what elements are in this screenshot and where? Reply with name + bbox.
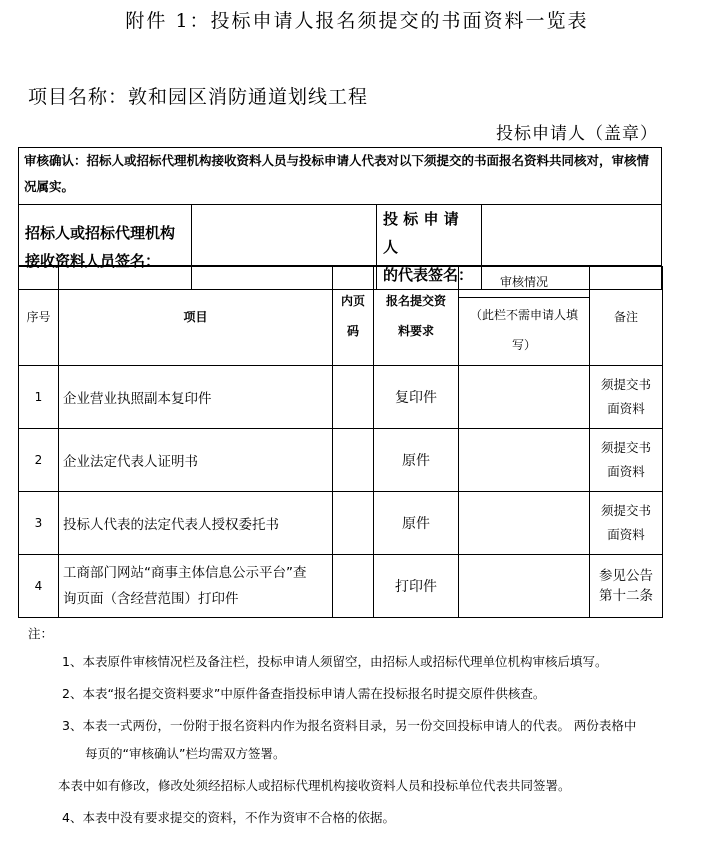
row-review [459,366,590,429]
header-remark: 备注 [590,267,663,366]
table-row [19,429,663,492]
note-3: 3、本表一式两份，一份附于报名资料内作为报名资料目录，另一份交回投标申请人的代表。 两份表格中 [62,718,637,733]
row-page [333,555,374,618]
receiver-sign-label: 招标人或招标代理机构 接收资料人员签名： [19,205,192,290]
table-row [19,555,663,618]
row-requirement: 原件 [374,492,459,555]
row-page [333,366,374,429]
row-no: 2 [19,429,59,492]
row-no: 1 [19,366,59,429]
confirmation-text: 审核确认：招标人或招标代理机构接收资料人员与投标申请人代表对以下须提交的书面报名资料共同核对，审核情况属实。 [24,153,650,194]
note-1: 1、本表原件审核情况栏及备注栏，投标申请人须留空，由招标人或招标代理单位机构审核后填写。 [62,654,608,669]
row-page [333,429,374,492]
row-requirement: 复印件 [374,366,459,429]
applicant-seal-label: 投标申请人（盖章） [496,124,658,144]
page-title: 附件 1：投标申请人报名须提交的书面资料一览表 [125,10,589,32]
header-requirement: 报名提交资 料要求 [374,267,459,366]
row-remark: 须提交书 面资料 [590,366,663,429]
notes-heading: 注： [28,626,54,641]
row-remark: 须提交书 面资料 [590,492,663,555]
materials-table [18,266,663,618]
table-header-row [19,267,663,366]
note-4: 4、本表中没有要求提交的资料，不作为资审不合格的依据。 [62,810,395,825]
header-page: 内页 码 [333,267,374,366]
rep-sign-label: 投 标 申 请 人 的代表签名： [377,205,482,290]
project-name: 项目名称：敦和园区消防通道划线工程 [28,86,369,108]
row-item: 投标人代表的法定代表人授权委托书 [59,492,333,555]
row-review [459,492,590,555]
note-2: 2、本表“报名提交资料要求”中原件备查指投标申请人需在投标报名时提交原件供核查。 [62,686,546,701]
row-remark: 须提交书 面资料 [590,429,663,492]
row-item: 企业法定代表人证明书 [59,429,333,492]
note-3-cont: 每页的“审核确认”栏均需双方签署。 [85,746,286,761]
row-no: 3 [19,492,59,555]
row-requirement: 打印件 [374,555,459,618]
header-review: 审核情况 （此栏不需申请人填 写） [459,267,590,366]
row-remark: 参见公告 第十二条 [590,555,663,618]
header-no: 序号 [19,267,59,366]
row-review [459,555,590,618]
row-item: 工商部门网站“商事主体信息公示平台”查 询页面（含经营范围）打印件 [59,555,333,618]
table-row [19,492,663,555]
table-row [19,366,663,429]
row-no: 4 [19,555,59,618]
row-requirement: 原件 [374,429,459,492]
row-page [333,492,374,555]
row-item: 企业营业执照副本复印件 [59,366,333,429]
note-3-extra: 本表中如有修改，修改处须经招标人或招标代理机构接收资料人员和投标单位代表共同签署。 [58,778,571,793]
header-item: 项目 [59,267,333,366]
row-review [459,429,590,492]
